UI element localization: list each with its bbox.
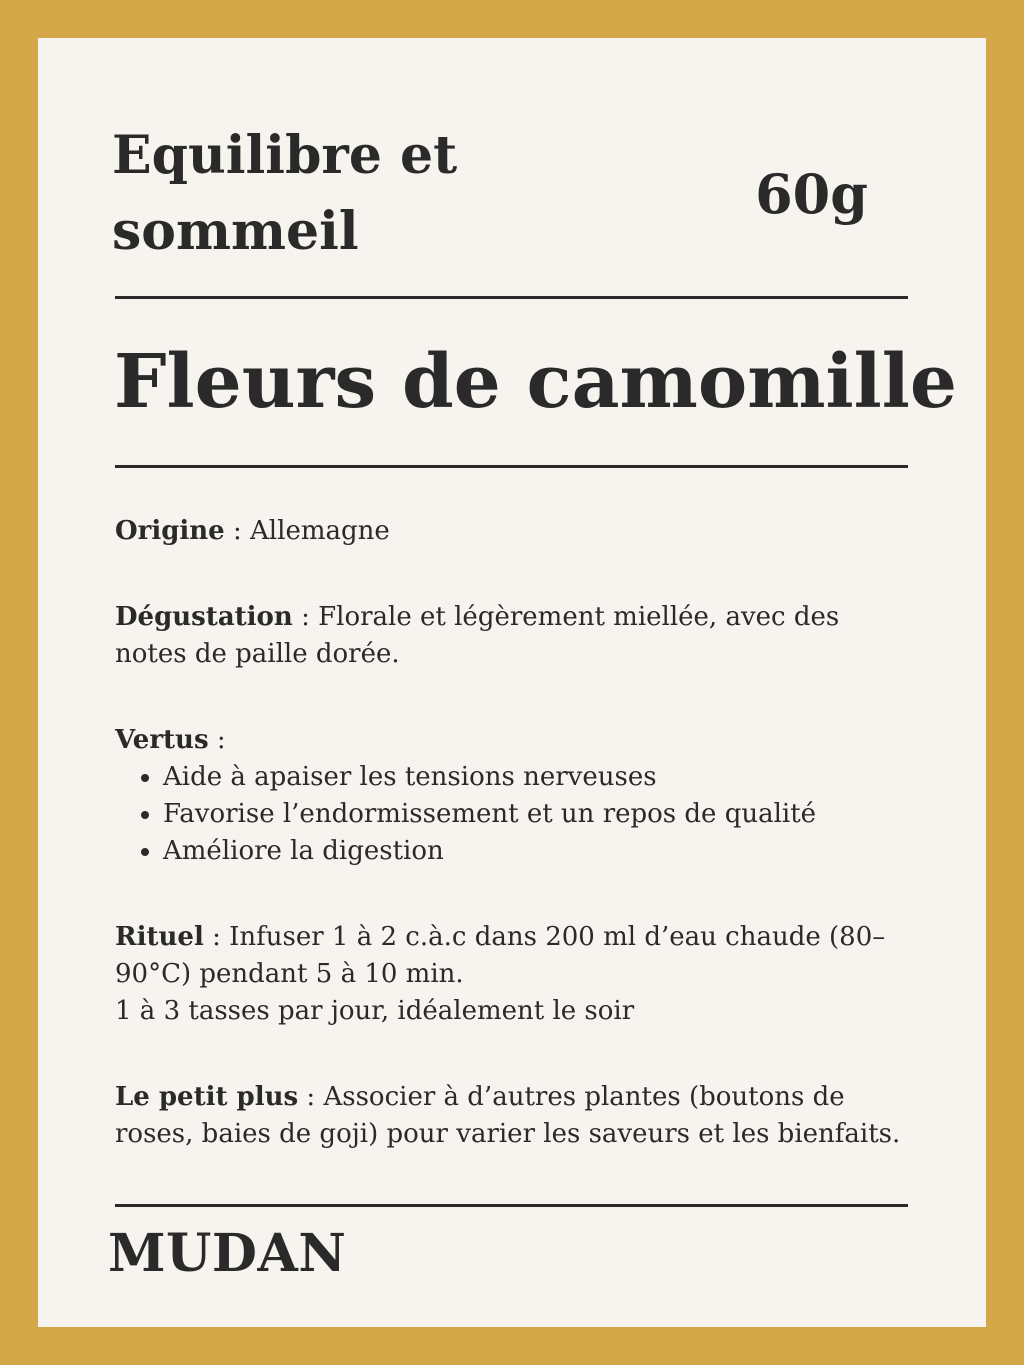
origin-label: Origine (115, 516, 225, 546)
bonus-line: Le petit plus : Associer à d’autres plantes (boutons de roses, baies de goji) pour varier les saveurs et les bienfaits. (115, 1082, 901, 1149)
brand-name: MUDAN (108, 1223, 347, 1284)
bonus-value: Associer à d’autres plantes (boutons de roses, baies de goji) pour varier les saveurs et les bienfaits. (115, 1082, 901, 1149)
bonus-label: Le petit plus (115, 1082, 299, 1112)
virtues-list (115, 759, 915, 870)
tasting-value: Florale et légèrement miellée, avec des notes de paille dorée. (115, 602, 840, 669)
product-details (115, 513, 915, 1202)
list-item: • Aide à apaiser les tensions nerveuses (163, 759, 915, 796)
divider-middle (115, 465, 908, 468)
virtues-heading: Vertus : (115, 725, 226, 755)
product-title: Fleurs de camomille (114, 339, 957, 425)
tasting-label: Dégustation (115, 602, 293, 632)
list-item: • Améliore la digestion (163, 833, 915, 870)
divider-top (115, 296, 908, 299)
net-weight: 60g (755, 162, 868, 226)
category-heading: Equilibre et sommeil (112, 125, 458, 262)
origin-line: Origine : Allemagne (115, 516, 390, 546)
virtues-label: Vertus (115, 725, 209, 755)
origin-value: Allemagne (250, 516, 390, 546)
ritual-value: Infuser 1 à 2 c.à.c dans 200 ml d’eau chaude (80–90°C) pendant 5 à 10 min. (115, 922, 886, 989)
list-item: • Favorise l’endormissement et un repos de qualité (163, 796, 915, 833)
ritual-note: 1 à 3 tasses par jour, idéalement le soir (115, 996, 635, 1026)
ritual-label: Rituel (115, 922, 204, 952)
divider-bottom (115, 1204, 908, 1207)
tasting-line: Dégustation : Florale et légèrement miellée, avec des notes de paille dorée. (115, 602, 840, 669)
ritual-block: Rituel : Infuser 1 à 2 c.à.c dans 200 ml d’eau chaude (80–90°C) pendant 5 à 10 min. 1 à 3 tasses par jour, idéalement le soir (115, 922, 886, 1026)
product-label-card (38, 38, 986, 1327)
